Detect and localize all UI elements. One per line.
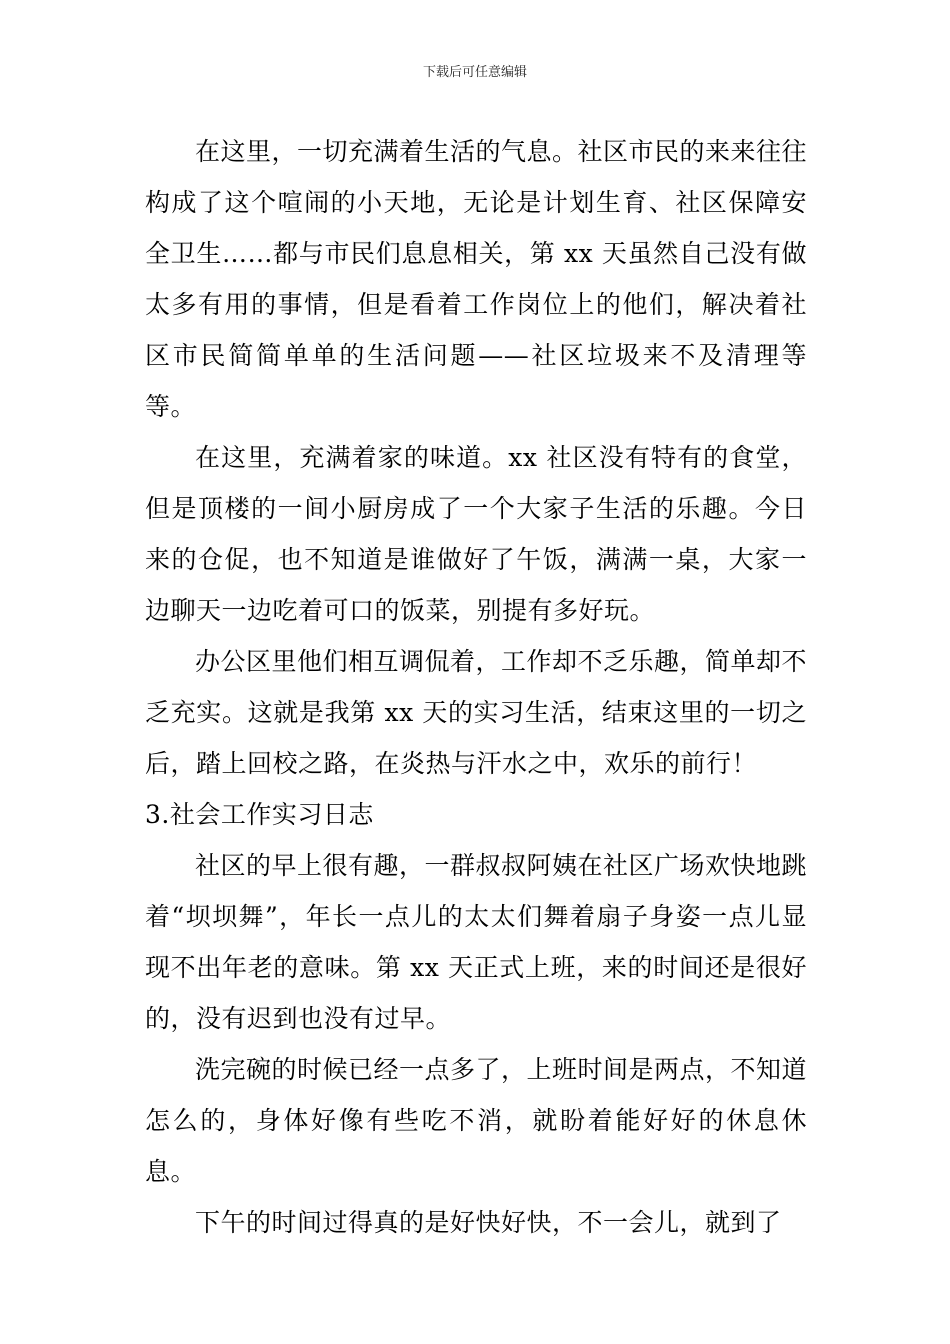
section-heading: 3.社会工作实习日志 — [145, 800, 374, 829]
page-header: 下载后可任意编辑 — [422, 65, 527, 80]
paragraph-community-life: 在这里，一切充满着生活的气息。社区市民的来来往往构成了这个喧闹的小天地，无论是计划生育、社区保障安全卫生……都与市民们息息相关，第 xx 天虽然自己没有做太多有用的事情，但是看着工作岗位上的他们，解决着社区市民简简单单的生活问题——社区垃圾来不及清理等等。 — [145, 137, 808, 421]
paragraph-dishes: 洗完碗的时候已经一点多了，上班时间是两点，不知道怎么的，身体好像有些吃不消，就盼着能好好的休息休息。 — [145, 1055, 808, 1186]
paragraph-family-taste: 在这里，充满着家的味道。xx 社区没有特有的食堂，但是顶楼的一间小厨房成了一个大家子生活的乐趣。今日来的仓促，也不知道是谁做好了午饭，满满一桌，大家一边聊天一边吃着可口的饭菜，别提有多好玩。 — [145, 443, 807, 625]
paragraph-morning: 社区的早上很有趣，一群叔叔阿姨在社区广场欢快地跳着“坝坝舞”，年长一点儿的太太们舞着扇子身姿一点儿显现不出年老的意味。第 xx 天正式上班，来的时间还是很好的，没有迟到也没有过早。 — [145, 851, 808, 1033]
paragraph-afternoon: 下午的时间过得真的是好快好快，不一会儿，就到了 — [195, 1208, 782, 1237]
document-body — [145, 126, 807, 1248]
paragraph-office-fun: 办公区里他们相互调侃着，工作却不乏乐趣，简单却不乏充实。这就是我第 xx 天的实习生活，结束这里的一切之后，踏上回校之路，在炎热与汗水之中，欢乐的前行！ — [145, 647, 808, 778]
